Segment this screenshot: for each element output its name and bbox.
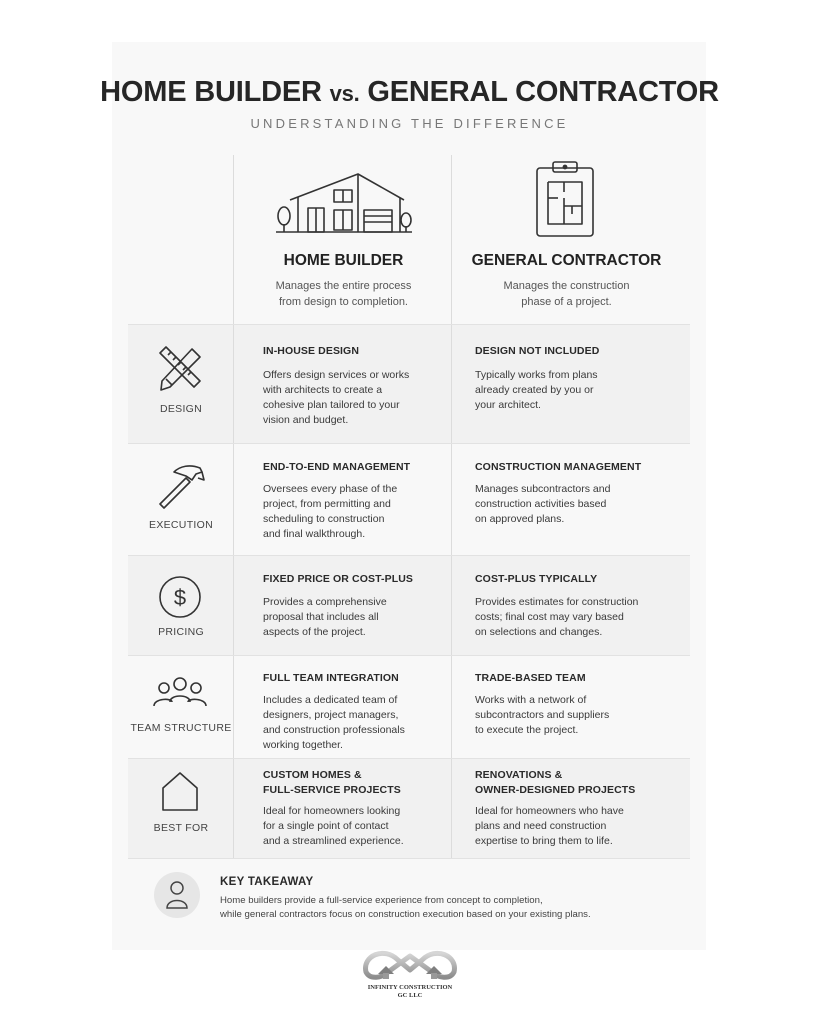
bestfor-gc-heading: RENOVATIONS & OWNER-DESIGNED PROJECTS [475,769,636,796]
divider-row-4 [128,758,690,759]
team-builder-text: Includes a dedicated team of designers, project managers, and construction professionals working together. [263,694,405,751]
team-gc-heading: TRADE-BASED TEAM [475,672,586,684]
logo-text-line1: INFINITY CONSTRUCTION [367,984,453,991]
takeaway-text: Home builders provide a full-service experience from concept to completion, while general contractors focus on construction execution based on your existing plans. [220,895,591,920]
execution-gc-text: Manages subcontractors and construction activities based on approved plans. [475,483,611,525]
builder-column-title: HOME BUILDER [283,252,404,269]
design-builder-text: Offers design services or works with architects to create a cohesive plan tailored to your vision and budget. [263,369,410,426]
gc-column-title: GENERAL CONTRACTOR [471,252,662,269]
hammer-icon [156,462,206,510]
page-title [0,76,819,109]
dollar-icon [158,575,202,619]
divider-row-1 [128,443,690,444]
takeaway-heading: KEY TAKEAWAY [220,876,314,888]
ruler-pencil-icon [156,345,204,393]
row-label-execution: EXECUTION [149,519,213,531]
bestfor-builder-heading: CUSTOM HOMES & FULL-SERVICE PROJECTS [263,769,401,796]
row-label-pricing: PRICING [158,626,204,638]
pricing-gc-text: Provides estimates for construction costs; final cost may vary based on selections and changes. [475,596,639,638]
pricing-builder-text: Provides a comprehensive proposal that includes all aspects of the project. [263,596,387,638]
bestfor-builder-text: Ideal for homeowners looking for a single point of contact and a streamlined experience. [263,805,404,847]
divider-row-0 [128,324,690,325]
builder-column-desc: Manages the entire process from design to completion. [275,280,412,308]
home-outline-icon [160,770,200,812]
clipboard-floorplan-icon [534,160,596,238]
team-icon [152,676,208,708]
bestfor-gc-text: Ideal for homeowners who have plans and need construction expertise to bring them to life. [475,805,624,847]
gc-column-desc: Manages the construction phase of a project. [503,280,630,308]
design-builder-heading: IN-HOUSE DESIGN [263,345,360,357]
divider-row-3 [128,655,690,656]
pricing-builder-heading: FIXED PRICE OR COST-PLUS [263,573,413,585]
execution-gc-heading: CONSTRUCTION MANAGEMENT [475,461,642,473]
row-label-team-structure: TEAM STRUCTURE [130,722,232,734]
title-left: HOME BUILDER [100,76,322,108]
logo-text-line2: GC LLC [397,992,423,999]
row-label-design: DESIGN [159,403,203,415]
divider-row-5 [128,858,690,859]
divider-row-2 [128,555,690,556]
page-subtitle: UNDERSTANDING THE DIFFERENCE [250,116,569,131]
house-icon [276,166,412,238]
infinity-roof-logo [360,944,460,982]
design-gc-heading: DESIGN NOT INCLUDED [475,345,600,357]
team-gc-text: Works with a network of subcontractors and suppliers to execute the project. [475,694,610,736]
execution-builder-heading: END-TO-END MANAGEMENT [263,461,411,473]
title-vs: vs. [329,81,360,106]
execution-builder-text: Oversees every phase of the project, from permitting and scheduling to construction and final walkthrough. [263,483,398,540]
title-right: GENERAL CONTRACTOR [367,76,719,108]
person-icon [166,880,188,910]
svg-text:$: $ [173,585,187,610]
divider-label-column [233,155,234,858]
design-gc-text: Typically works from plans already created by you or your architect. [475,369,598,411]
row-label-best-for: BEST FOR [153,822,209,834]
team-builder-heading: FULL TEAM INTEGRATION [263,672,399,684]
pricing-gc-heading: COST-PLUS TYPICALLY [475,573,598,585]
